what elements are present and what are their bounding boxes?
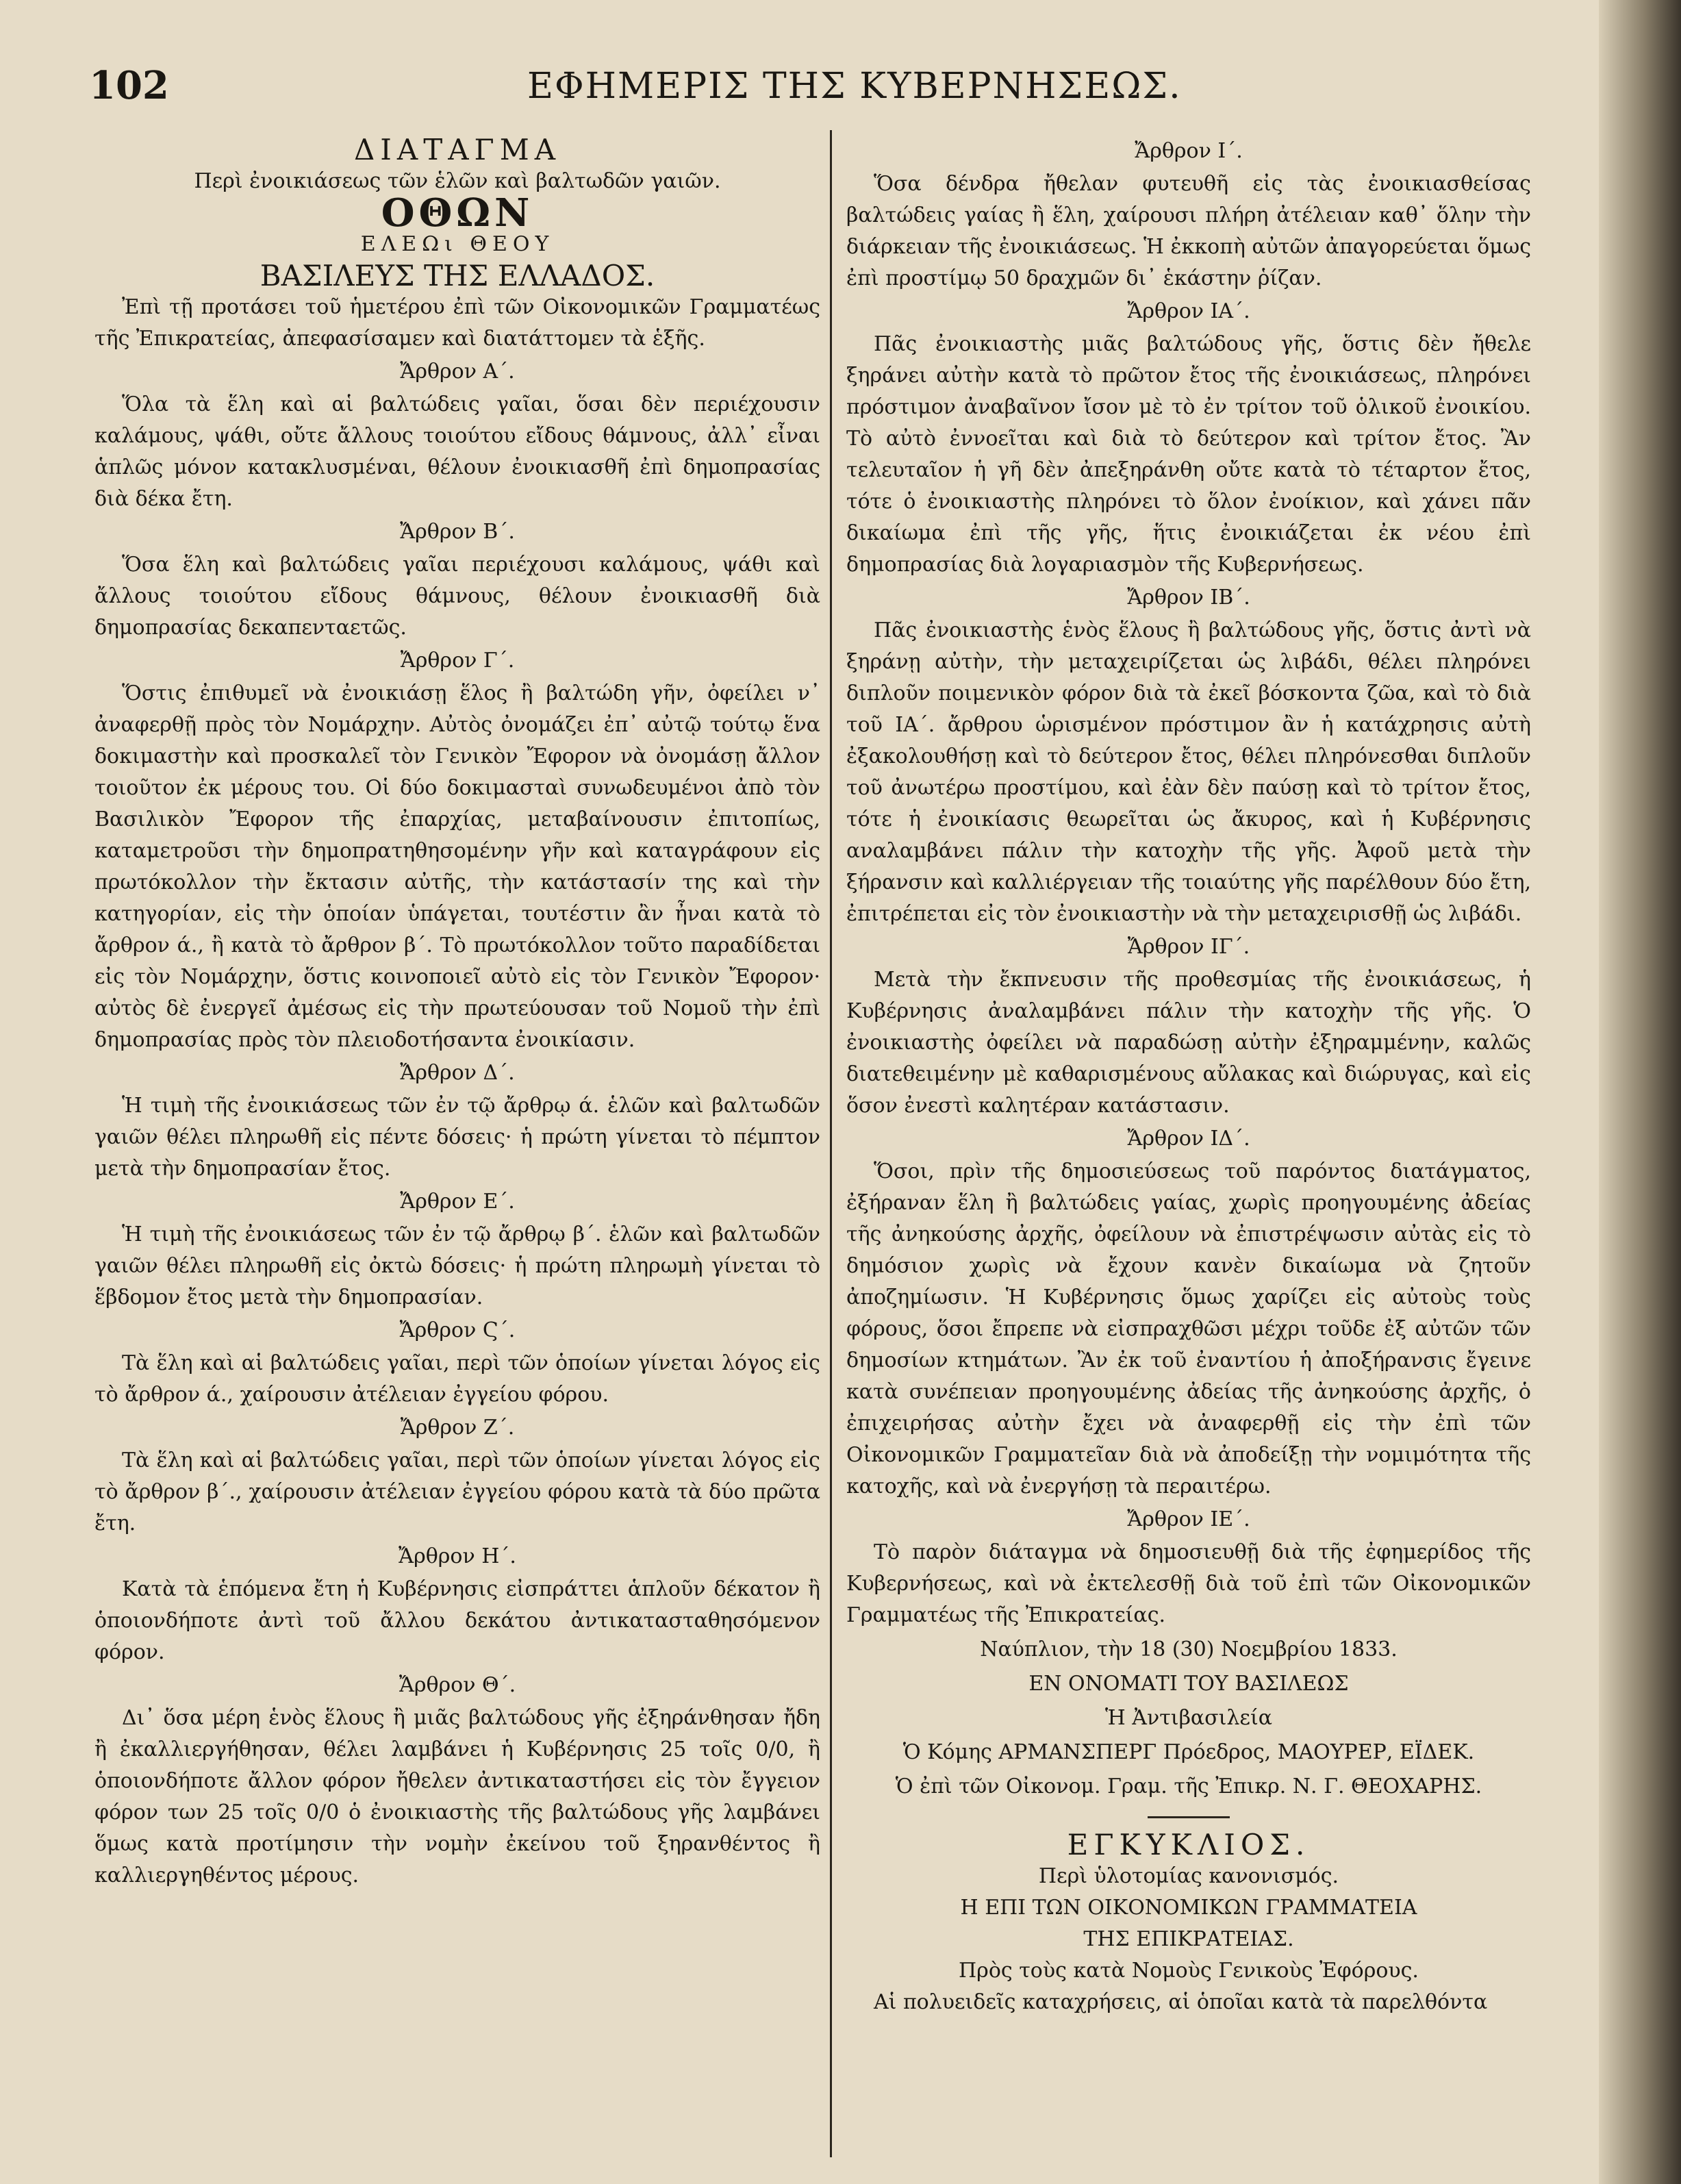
article-heading: Ἄρθρον Ϛ΄. [399,1318,516,1342]
journal-title: ΕΦΗΜΕΡΙΣ ΤΗΣ ΚΥΒΕΡΝΗΣΕΩΣ. [527,66,1182,107]
article-text: Πᾶς ἐνοικιαστὴς ἑνὸς ἕλους ἢ βαλτώδους γῆς, ὅστις ἀντὶ νὰ ξηράνῃ αὐτὴν, τὴν μεταχειρίζεται ὡς λιβάδι, θέλει πληρόνει διπλοῦν ποιμενικὸν φόρον διὰ τὰ ἐκεῖ βόσκοντα ζῶα, καὶ τὸ διὰ τοῦ ΙΑ΄. ἄρθρου ὡρισμένον πρόστιμον ἂν ἡ κατάχρησις αὐτὴ ἐξακολουθήσῃ καὶ τὸ δεύτερον ἔτος, θέλει πληρόνεσθαι διπλοῦν τοῦ ἀνωτέρω προστίμου, καὶ ἐὰν δὲν παύσῃ καὶ τὸ τρίτον ἔτος, τότε ἡ ἐνοικίασις θεωρεῖται ὡς ἄκυρος, καὶ ἡ Κυβέρνησις αναλαμβάνει πάλιν τὴν κατοχὴν τῆς γῆς. Ἀφοῦ μετὰ τὴν ξήρανσιν καὶ καλλιέργειαν τῆς τοιαύτης γῆς παρέλθουν δύο ἔτη, ἐπιτρέπεται εἰς τὸν ἐνοικιαστὴν νὰ τὴν μεταχειρισθῇ ὡς λιβάδι. [846,618,1531,926]
right-column [846,134,1531,2018]
circular-title: ΕΓΚΥΚΛΙΟΣ. [1067,1828,1311,1861]
article-text: Τὰ ἕλη καὶ αἱ βαλτώδεις γαῖαι, περὶ τῶν ὁποίων γίνεται λόγος εἰς τὸ ἄρθρον ά., χαίρουσιν ἀτέλειαν ἐγγείου φόρου. [94,1351,820,1407]
ministry-line-2: ΤΗΣ ΕΠΙΚΡΑΤΕΙΑΣ. [1083,1927,1294,1951]
place-date: Ναύπλιον, τὴν 18 (30) Νοεμβρίου 1833. [980,1637,1398,1661]
article-text: Ὅσα δένδρα ἤθελαν φυτευθῆ εἰς τὰς ἐνοικιασθείσας βαλτώδεις γαίας ἢ ἕλη, χαίρουσι πλήρη ἀτέλειαν καθ᾽ ὅλην τὴν διάρκειαν τῆς ἐνοικιάσεως. Ἡ ἐκκοπὴ αὐτῶν ἀπαγορεύεται ὅμως ἐπὶ προστίμῳ 50 δραχμῶν δι᾽ ἑκάστην ῥίζαν. [846,172,1531,290]
signatories: Ὁ Κόμης ΑΡΜΑΝΣΠΕΡΓ Πρόεδρος, ΜΑΟΥΡΕΡ, ΕΪΔΕΚ. [902,1740,1475,1764]
article-heading: Ἄρθρον ΙΒ΄. [1127,586,1250,610]
decree-subject: Περὶ ἐνοικιάσεως τῶν ἑλῶν καὶ βαλτωδῶν γαιῶν. [194,169,721,193]
column-divider [830,130,832,2157]
article-text: Τὸ παρὸν διάταγμα νὰ δημοσιευθῇ διὰ τῆς ἐφημερίδος τῆς Κυβερνήσεως, καὶ νὰ ἐκτελεσθῇ διὰ τοῦ ἐπὶ τῶν Οἰκονομικῶν Γραμματέως τῆς Ἐπικρατείας. [846,1540,1531,1627]
section-divider [1148,1816,1230,1818]
circular-text: Αἱ πολυειδεῖς καταχρήσεις, αἱ ὁποῖαι κατὰ τὰ παρελθόντα [874,1990,1488,2014]
minister-signature: Ὁ ἐπὶ τῶν Οἰκονομ. Γραμ. τῆς Ἐπικρ. Ν. Γ. ΘΕΟΧΑΡΗΣ. [895,1774,1482,1798]
article-text: Μετὰ τὴν ἔκπνευσιν τῆς προθεσμίας τῆς ἐνοικιάσεως, ἡ Κυβέρνησις ἀναλαμβάνει πάλιν τὴν κατοχὴν τῆς γῆς. Ὁ ἐνοικιαστὴς ὀφείλει νὰ παραδώσῃ αὐτὴν ἐξηραμμένην, καλῶς διατεθειμένην μὲ καθαρισμένους αὔλακας καὶ διώρυγας, καὶ εἰς ὅσον ἐνεστὶ καλητέραν κατάστασιν. [846,968,1531,1118]
article-heading: Ἄρθρον Ζ΄. [400,1416,515,1440]
article-heading: Ἄρθρον ΙΔ΄. [1127,1127,1250,1151]
article-text: Ἡ τιμὴ τῆς ἐνοικιάσεως τῶν ἐν τῷ ἄρθρῳ β΄. ἑλῶν καὶ βαλτωδῶν γαιῶν θέλει πληρωθῆ εἰς ὀκτὼ δόσεις· ἡ πρώτη πληρωμὴ γίνεται τὸ ἕβδομον ἔτος μετὰ τὴν δημοπρασίαν. [94,1222,820,1309]
article-text: Δι᾽ ὅσα μέρη ἑνὸς ἕλους ἢ μιᾶς βαλτώδους γῆς ἐξηράνθησαν ἤδη ἢ ἐκαλλιεργήθησαν, θέλει λαμβάνει ἡ Κυβέρνησις 25 τοῖς 0/0, ἢ ὁποιονδήποτε ἄλλον φόρον ἤθελεν ἀντικαταστήσει εἰς τὸν ἔγγειον φόρον των 25 τοῖς 0/0 ὁ ἐνοικιαστὴς τῆς βαλτώδους γῆς λαμβάνει ὅμως κατὰ προτίμησιν τὴν νομὴν ἐκείνου τοῦ ξηρανθέντος ἢ καλλιεργηθέντος μέρους. [94,1706,820,1887]
article-heading: Ἄρθρον Α΄. [400,360,515,384]
article-text: Ἡ τιμὴ τῆς ἐνοικιάσεως τῶν ἐν τῷ ἄρθρῳ ά. ἑλῶν καὶ βαλτωδῶν γαιῶν θέλει πληρωθῆ εἰς πέντε δόσεις· ἡ πρώτη γίνεται τὸ πέμπτον μετὰ τὴν δημοπρασίαν ἔτος. [94,1094,820,1181]
article-heading: Ἄρθρον Β΄. [400,520,515,544]
article-heading: Ἄρθρον Η΄. [399,1544,516,1568]
left-column [94,134,820,1892]
regency: Ἡ Ἀντιβασιλεία [1105,1706,1272,1730]
article-heading: Ἄρθρον Δ΄. [400,1061,515,1085]
book-spine-shadow [1599,0,1681,2184]
article-text: Ὅλα τὰ ἕλη καὶ αἱ βαλτώδεις γαῖαι, ὅσαι δὲν περιέχουσιν καλάμους, ψάθι, οὔτε ἄλλους τοιούτου εἴδους θάμνους, ἀλλ᾽ εἶναι ἁπλῶς μόνον κατακλυσμέναι, θέλουν ἐνοικιασθῆ ἐπὶ δημοπρασίας διὰ δέκα ἔτη. [94,392,820,511]
article-heading: Ἄρθρον Θ΄. [399,1673,516,1697]
article-text: Ὅσοι, πρὶν τῆς δημοσιεύσεως τοῦ παρόντος διατάγματος, ἐξήραναν ἕλη ἢ βαλτώδεις γαίας, χωρὶς προηγουμένης ἀδείας τῆς ἀνηκούσης ἀρχῆς, ὀφείλουν νὰ ἐπιστρέψωσιν αὐτὰς εἰς τὸ δημόσιον χωρὶς νὰ ἔχουν κανὲν δικαίωμα νὰ ζητοῦν ἀποζημίωσιν. Ἡ Κυβέρνησις ὅμως χαρίζει εἰς αὐτοὺς τοὺς φόρους, ὅσοι ἔπρεπε νὰ εἰσπραχθῶσι μέχρι τοῦδε ἐξ αὐτῶν τῶν δημοσίων κτημάτων. Ἂν ἐκ τοῦ ἐναντίου ἡ ἀποξήρανσις ἔγεινε κατὰ συνέπειαν προηγουμένης ἀδείας τῆς ἀνηκούσης ἀρχῆς, ὁ ἐπιχειρήσας αὐτὴν ἔχει νὰ ἀναφερθῇ εἰς τὴν ἐπὶ τῶν Οἰκονομικῶν Γραμματεῖαν διὰ νὰ ἀποδείξῃ τὴν νομιμότητα τῆς κατοχῆς, καὶ νὰ ἐνεργήσῃ τὰ περαιτέρω. [846,1159,1531,1498]
king-name: ΟΘΩΝ [381,190,534,236]
circular-subject: Περὶ ὑλοτομίας κανονισμός. [1038,1864,1339,1888]
article-heading: Ἄρθρον Ι΄. [1135,139,1243,163]
article-heading: Ἄρθρον ΙΓ΄. [1127,935,1250,959]
article-heading: Ἄρθρον Ε΄. [400,1190,515,1214]
page-number: 102 [89,63,169,108]
article-text: Ὅστις ἐπιθυμεῖ νὰ ἐνοικιάσῃ ἕλος ἢ βαλτώδη γῆν, ὀφείλει ν᾽ ἀναφερθῇ πρὸς τὸν Νομάρχην. Αὐτὸς ὀνομάζει ἐπ᾽ αὐτῷ τούτῳ ἕνα δοκιμαστὴν καὶ προσκαλεῖ τὸν Γενικὸν Ἔφορον νὰ ὀνομάσῃ ἄλλον τοιοῦτον ἐκ μέρους του. Οἱ δύο δοκιμασταὶ συνωδευμένοι ἀπὸ τὸν Βασιλικὸν Ἔφορον τῆς ἐπαρχίας, μεταβαίνουσιν ἐπιτοπίως, καταμετροῦσι τὴν δημοπρατηθησομένην γῆν καὶ καταγράφουν εἰς πρωτόκολλον τὴν ἔκτασιν αὐτῆς, τὴν κατάστασίν της καὶ τὴν κατηγορίαν, εἰς τὴν ὁποίαν ὑπάγεται, τουτέστιν ἂν ἦναι κατὰ τὸ ἄρθρον ά., ἢ κατὰ τὸ ἄρθρον β΄. Τὸ πρωτόκολλον τοῦτο παραδίδεται εἰς τὸν Νομάρχην, ὅστις κοινοποιεῖ αὐτὸ εἰς τὸν Γενικὸν Ἔφορον· αὐτὸς δὲ ἐνεργεῖ ἀμέσως εἰς τὴν πρωτεύουσαν τοῦ Νομοῦ τὴν ἐπὶ δημοπρασίας πρὸς τὸν πλειοδοτήσαντα ἐνοικίασιν. [94,681,820,1052]
king-title: ΒΑΣΙΛΕΥΣ ΤΗΣ ΕΛΛΑΔΟΣ. [260,259,655,292]
article-text: Κατὰ τὰ ἑπόμενα ἔτη ἡ Κυβέρνησις εἰσπράττει ἁπλοῦν δέκατον ἢ ὁποιονδήποτε ἀντὶ τοῦ ἄλλου δεκάτου ἀντικατασταθησόμενον φόρον. [94,1577,820,1664]
article-heading: Ἄρθρον ΙΕ΄. [1127,1507,1250,1531]
article-heading: Ἄρθρον Γ΄. [400,649,515,673]
article-text: Πᾶς ἐνοικιαστὴς μιᾶς βαλτώδους γῆς, ὅστις δὲν ἤθελε ξηράνει αὐτὴν κατὰ τὸ πρῶτον ἔτος τῆς ἐνοικιάσεως, πληρόνει πρόστιμον ἀναβαῖνον ἴσον μὲ τὸ ἐν τρίτον τοῦ ὁλικοῦ ἐνοικίου. Τὸ αὐτὸ ἐννοεῖται καὶ διὰ τὸ δεύτερον καὶ τρίτον ἔτος. Ἂν τελευταῖον ἡ γῆ δὲν ἀπεξηράνθη οὔτε κατὰ τὸ τέταρτον ἔτος, τότε ὁ ἐνοικιαστὴς πληρόνει τὸ ὅλον ἐνοίκιον, καὶ χάνει πᾶν δικαίωμα ἐπὶ τῆς γῆς, ἥτις ἐνοικιάζεται ἐκ νέου ἐπὶ δημοπρασίας διὰ λογαριασμὸν τῆς Κυβερνήσεως. [846,332,1531,577]
article-heading: Ἄρθρον ΙΑ΄. [1127,299,1250,323]
article-text: Τὰ ἕλη καὶ αἱ βαλτώδεις γαῖαι, περὶ τῶν ὁποίων γίνεται λόγος εἰς τὸ ἄρθρον β΄., χαίρουσιν ἀτέλειαν ἐγγείου φόρου κατὰ τὰ δύο πρῶτα ἔτη. [94,1448,820,1535]
addressee: Πρὸς τοὺς κατὰ Νομοὺς Γενικοὺς Ἐφόρους. [959,1959,1419,1983]
article-text: Ὅσα ἕλη καὶ βαλτώδεις γαῖαι περιέχουσι καλάμους, ψάθι καὶ ἄλλους τοιούτου εἴδους θάμνους, θέλουν ἐνοικιασθῆ διὰ δημοπρασίας δεκαπενταετῶς. [94,553,820,640]
preamble: Ἐπὶ τῇ προτάσει τοῦ ἡμετέρου ἐπὶ τῶν Οἰκονομικῶν Γραμματέως τῆς Ἐπικρατείας, ἀπεφασίσαμεν καὶ διατάττομεν τὰ ἑξῆς. [94,295,820,351]
page-header [89,63,1500,111]
by-grace-of-god: ΕΛΕΩι ΘΕΟΥ [360,232,555,256]
ministry-line-1: Η ΕΠΙ ΤΩΝ ΟΙΚΟΝΟΜΙΚΩΝ ΓΡΑΜΜΑΤΕΙΑ [960,1896,1417,1920]
in-name-of-king: ΕΝ ΟΝΟΜΑΤΙ ΤΟΥ ΒΑΣΙΛΕΩΣ [1028,1672,1349,1696]
decree-label: ΔΙΑΤΑΓΜΑ [353,133,561,166]
